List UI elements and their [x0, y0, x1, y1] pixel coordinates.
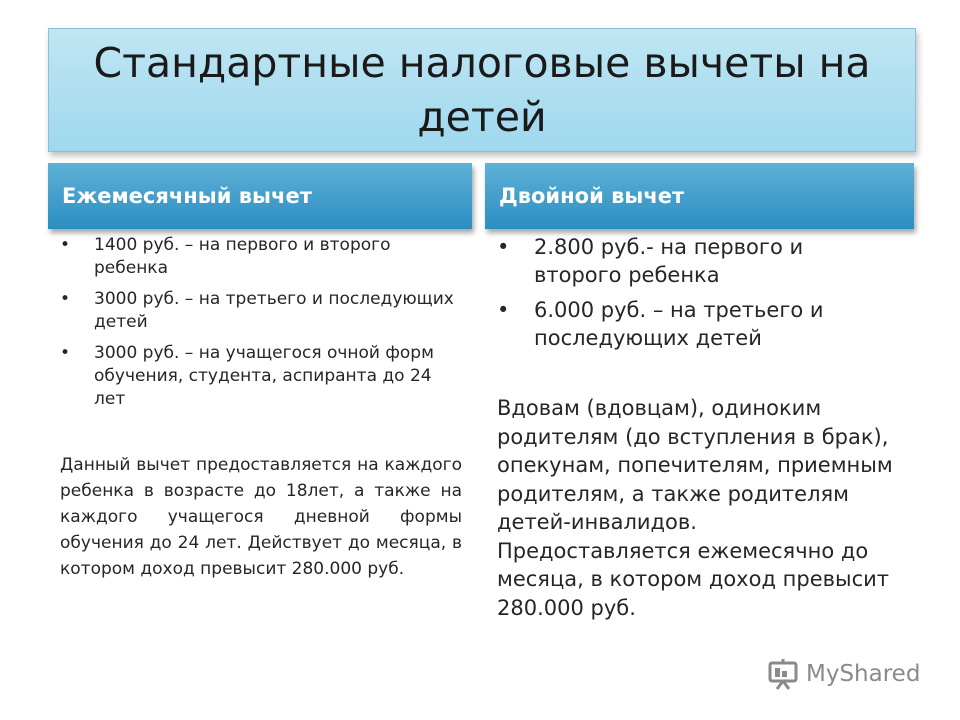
list-item: • 3000 руб. – на учащегося очной форм обучения, студента, аспиранта до 24 лет — [60, 342, 460, 411]
list-item: • 6.000 руб. – на третьего и последующих детей — [497, 296, 897, 352]
monthly-deduction-header — [48, 163, 472, 229]
list-item: • 3000 руб. – на третьего и последующих детей — [60, 288, 460, 334]
double-deduction-list — [497, 233, 897, 359]
monthly-deduction-description: Данный вычет предоставляется на каждого ребенка в возрасте до 18лет, а также на каждого учащегося дневной формы обучения до 24 лет. Действует до месяца, в котором доход превысит 280.000 руб. — [60, 455, 462, 579]
list-item: • 1400 руб. – на первого и второго ребенка — [60, 234, 460, 280]
presentation-board-icon — [766, 657, 800, 691]
monthly-deduction-header-label: Ежемесячный вычет — [62, 184, 312, 208]
title-box — [48, 28, 916, 152]
slide-title: Стандартные налоговые вычеты на детей — [93, 39, 871, 141]
watermark-text: MyShared — [806, 661, 921, 687]
double-deduction-description: Вдовам (вдовцам), одиноким родителям (до вступления в брак), опекунам, попечителям, приемным родителям, а также родителям детей-инвалидов. Предоставляется ежемесячно до месяца, в котором доход превысит 280.000 руб. — [497, 396, 893, 620]
list-item: • 2.800 руб.- на первого и второго ребенка — [497, 233, 897, 289]
monthly-deduction-list — [60, 234, 460, 419]
double-deduction-header — [485, 163, 914, 229]
watermark — [766, 654, 920, 694]
double-deduction-header-label: Двойной вычет — [499, 184, 685, 208]
